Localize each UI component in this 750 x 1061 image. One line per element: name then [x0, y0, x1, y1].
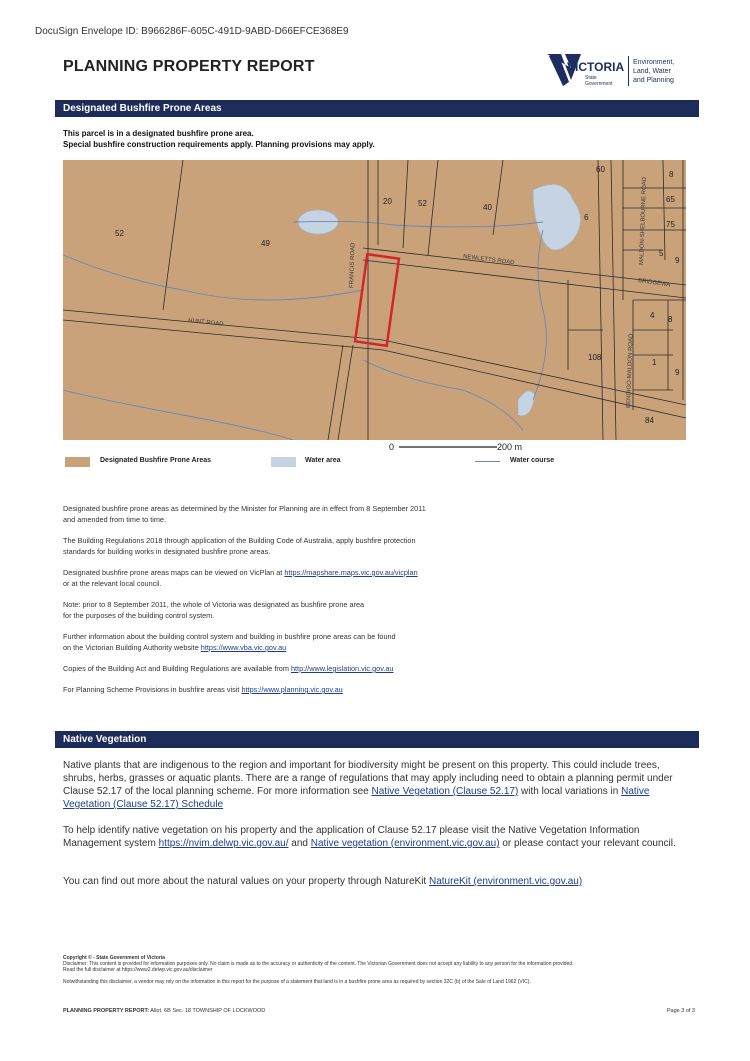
map-label: 9	[675, 368, 680, 377]
page-title: PLANNING PROPERTY REPORT	[63, 58, 315, 75]
bushfire-paragraph-3: Designated bushfire prone areas maps can be viewed on VicPlan at https://mapshare.maps.vic.gov.au/vicplan or at the relevant local council.	[63, 568, 418, 588]
vicplan-link[interactable]: https://mapshare.maps.vic.gov.au/vicplan	[284, 568, 418, 577]
victoria-government-logo	[545, 50, 695, 90]
bushfire-prone-area	[63, 160, 686, 440]
footer-report-label: PLANNING PROPERTY REPORT:	[63, 1008, 150, 1014]
road-label: NEWLETTS ROAD	[462, 254, 515, 267]
map-label: 20	[383, 197, 392, 206]
logo-brand: VICTORIA	[567, 60, 625, 74]
native-vegetation-schedule-link[interactable]: Native Vegetation (Clause 52.17) Schedule	[63, 786, 650, 810]
legend-water-area-swatch	[271, 457, 296, 467]
logo-state-government: State Government	[585, 75, 613, 87]
bushfire-section-header: Designated Bushfire Prone Areas	[55, 100, 699, 117]
native-vegetation-environment-link[interactable]: Native vegetation (environment.vic.gov.au)	[310, 838, 500, 849]
footer-report-address: Allot. 6B Sec. 18 TOWNSHIP OF LOCKWOOD	[149, 1008, 266, 1014]
map-label: 8	[669, 170, 674, 179]
map-label: 8	[668, 315, 673, 324]
footer-report-line	[63, 1008, 695, 1014]
legend-water-course-swatch	[475, 461, 500, 462]
logo-divider	[628, 56, 629, 86]
naturekit-link[interactable]: NatureKit (environment.vic.gov.au)	[428, 876, 583, 887]
native-vegetation-paragraph-3: You can find out more about the natural values on your property through NatureKit NatureKit (environment.vic.gov.au)	[63, 876, 583, 887]
scale-start-label: 0	[389, 442, 395, 452]
map-label: 4	[650, 311, 655, 320]
footer-read-full: Read the full disclaimer at https://www2.delwp.vic.gov.au/disclaimer	[63, 967, 213, 973]
legend-water-course-label: Water course	[510, 457, 555, 464]
footer-copyright: Copyright © - State Government of Victoria	[63, 955, 165, 961]
road-label: BENDIGO-MALDON ROAD	[626, 333, 635, 409]
map-label: 108	[588, 353, 602, 362]
logo-department: Environment, Land, Water and Planning	[633, 59, 675, 84]
map-label: 75	[666, 220, 675, 229]
road-label: BRIDGEWA	[637, 278, 671, 289]
map-label: 65	[666, 195, 675, 204]
map-label: 49	[261, 239, 270, 248]
scale-end-label: 200 m	[497, 442, 523, 452]
footer-notwithstanding: Notwithstanding this disclaimer, a vendor may rely on the information in this report for the purpose of a statement that land is in a bushfire prone area as required by section 32C (b) of the Sale of Land 1962 (VIC).	[63, 979, 531, 985]
map-label: 60	[596, 165, 605, 174]
bushfire-paragraph-7: For Planning Scheme Provisions in bushfire areas visit https://www.planning.vic.gov.au	[63, 685, 343, 694]
road-label: FRANCIS ROAD	[349, 242, 357, 289]
footer-disclaimer-text: Disclaimer: This content is provided for information purposes only. No claim is made as to the accuracy or authenticity of the content. The Victorian Government does not accept any liability to any person for the information provided.	[63, 961, 574, 967]
nvim-link[interactable]: https://nvim.delwp.vic.gov.au/	[158, 838, 289, 849]
map-label: 52	[418, 199, 427, 208]
map-label: 1	[652, 358, 657, 367]
page-number: Page 3 of 3	[666, 1008, 695, 1014]
bushfire-map[interactable]	[63, 160, 686, 440]
legend-bushfire-label: Designated Bushfire Prone Areas	[100, 457, 211, 464]
map-legend	[63, 454, 693, 470]
legend-water-area-label: Water area	[305, 457, 341, 464]
road-label: MALDON-SHELBOURNE ROAD	[639, 176, 649, 266]
map-label: 6	[584, 213, 589, 222]
map-label: 84	[645, 416, 654, 425]
road-label: HUNT ROAD	[187, 318, 224, 328]
footer-disclaimer	[63, 955, 693, 985]
bushfire-paragraph-5: Further information about the building control system and building in bushfire prone areas can be found on the Victorian Building Authority website https://www.vba.vic.gov.au	[63, 632, 396, 652]
bushfire-paragraph-1: Designated bushfire prone areas as determined by the Minister for Planning are in effect from 8 September 2011 and amended from time to time.	[63, 504, 426, 524]
vba-link[interactable]: https://www.vba.vic.gov.au	[200, 643, 287, 652]
bushfire-paragraph-2: The Building Regulations 2018 through application of the Building Code of Australia, apply bushfire protection standards for building works in designated bushfire prone areas.	[63, 536, 416, 556]
map-label: 52	[115, 229, 124, 238]
map-label: 5	[659, 249, 664, 258]
docusign-envelope-id: DocuSign Envelope ID: B966286F-605C-491D-9ABD-D66EFCE368E9	[35, 26, 349, 37]
map-label: 40	[483, 203, 492, 212]
bushfire-status	[63, 128, 375, 150]
native-vegetation-paragraph-2: To help identify native vegetation on his property and the application of Clause 52.17 please visit the Native Vegetation Information Management system https://nvim.delwp.vic.gov.au/ and Native vegetation (environment.vic.gov.au) or please contact your relevant council.	[63, 825, 676, 849]
legend-bushfire-swatch	[65, 457, 90, 467]
native-vegetation-clause-link[interactable]: Native Vegetation (Clause 52.17)	[371, 786, 519, 797]
bushfire-status-line-2: Special bushfire construction requirements apply. Planning provisions may apply.	[63, 140, 375, 149]
map-scale-bar	[385, 441, 545, 453]
map-label: 9	[675, 256, 680, 265]
bushfire-paragraph-4: Note: prior to 8 September 2011, the whole of Victoria was designated as bushfire prone area for the purposes of the building control system.	[63, 600, 365, 620]
legislation-link[interactable]: http://www.legislation.vic.gov.au	[290, 664, 394, 673]
bushfire-status-line-1: This parcel is in a designated bushfire prone area.	[63, 129, 254, 138]
bushfire-paragraph-6: Copies of the Building Act and Building Regulations are available from http://www.legislation.vic.gov.au	[63, 664, 394, 673]
native-vegetation-paragraph-1: Native plants that are indigenous to the region and important for biodiversity might be present on this property. This could include trees, shrubs, herbs, grasses or aquatic plants. There are a range of regulations that may apply including need to obtain a planning permit under Clause 52.17 of the local planning scheme. For more information see Native Vegetation (Clause 52.17) with local variations in Native Vegetation (Clause 52.17) Schedule	[63, 760, 673, 810]
native-vegetation-section-header: Native Vegetation	[55, 731, 699, 748]
planning-link[interactable]: https://www.planning.vic.gov.au	[241, 685, 343, 694]
